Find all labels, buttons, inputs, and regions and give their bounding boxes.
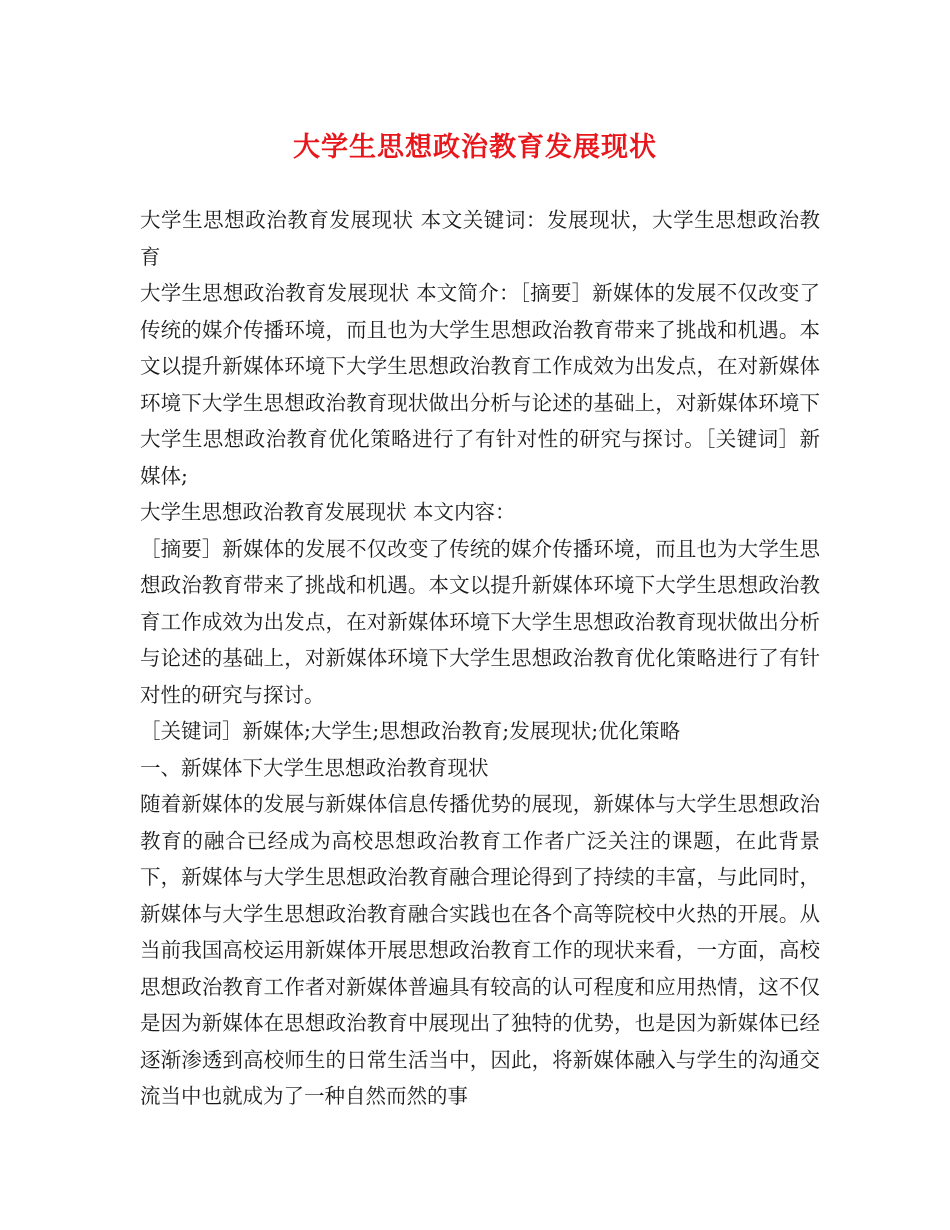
- keywords-line: 大学生思想政治教育发展现状 本文关键词：发展现状，大学生思想政治教育: [140, 208, 820, 269]
- document-title: 大学生思想政治教育发展现状: [293, 132, 657, 163]
- keywords-paragraph: ［关键词］新媒体;大学生;思想政治教育;发展现状;优化策略: [140, 719, 681, 743]
- abstract-paragraph: ［摘要］新媒体的发展不仅改变了传统的媒介传播环境，而且也为大学生思想政治教育带来了挑战和机遇。本文以提升新媒体环境下大学生思想政治教育工作成效为出发点，在对新媒体环境下大学生思想政治教育现状做出分析与论述的基础上，对新媒体环境下大学生思想政治教育优化策略进行了有针对性的研究与探讨。: [140, 536, 820, 707]
- body-paragraph: 随着新媒体的发展与新媒体信息传播优势的展现，新媒体与大学生思想政治教育的融合已经成为高校思想政治教育工作者广泛关注的课题，在此背景下，新媒体与大学生思想政治教育融合理论得到了持续的丰富，与此同时，新媒体与大学生思想政治教育融合实践也在各个高等院校中火热的开展。从当前我国高校运用新媒体开展思想政治教育工作的现状来看，一方面，高校思想政治教育工作者对新媒体普遍具有较高的认可程度和应用热情，这不仅是因为新媒体在思想政治教育中展现出了独特的优势，也是因为新媒体已经逐渐渗透到高校师生的日常生活当中，因此，将新媒体融入与学生的沟通交流当中也就成为了一种自然而然的事: [140, 792, 820, 1108]
- content-heading-line: 大学生思想政治教育发展现状 本文内容：: [140, 500, 516, 524]
- summary-paragraph: 大学生思想政治教育发展现状 本文简介：［摘要］新媒体的发展不仅改变了传统的媒介传播环境，而且也为大学生思想政治教育带来了挑战和机遇。本文以提升新媒体环境下大学生思想政治教育工作成效为出发点，在对新媒体环境下大学生思想政治教育现状做出分析与论述的基础上，对新媒体环境下大学生思想政治教育优化策略进行了有针对性的研究与探讨。［关键词］新媒体;: [140, 281, 820, 488]
- section-heading: 一、新媒体下大学生思想政治教育现状: [140, 755, 489, 780]
- document-body: [140, 202, 820, 1115]
